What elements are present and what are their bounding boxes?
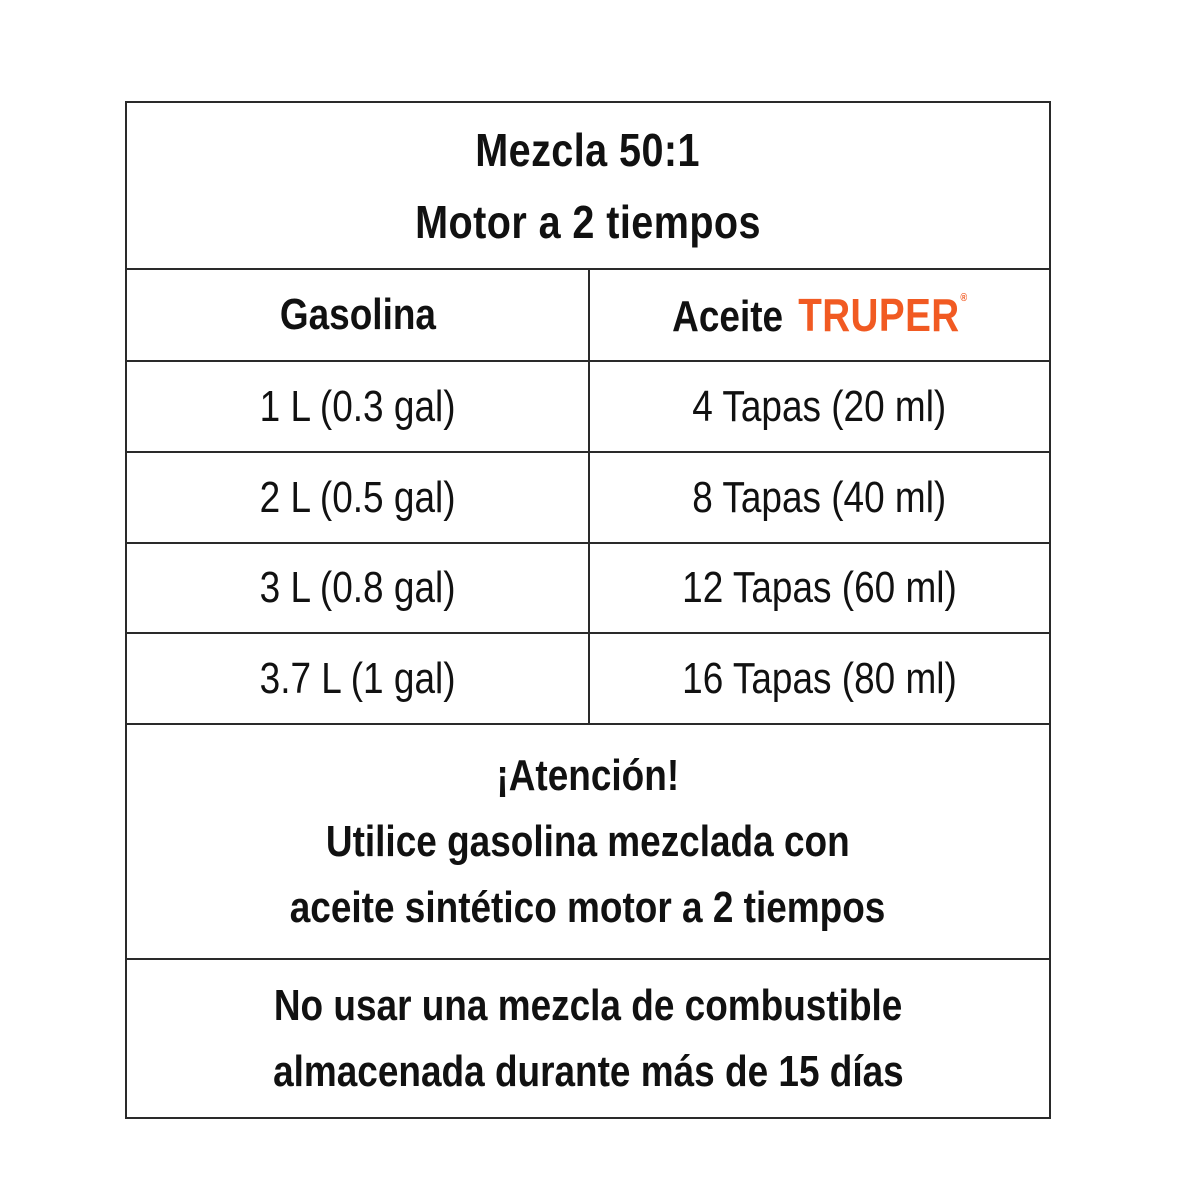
aceite-value: 12 Tapas (60 ml)	[682, 563, 957, 612]
gasolina-cell	[127, 362, 590, 451]
attention-row	[127, 725, 1049, 960]
warning-line-2: almacenada durante más de 15 días	[272, 1046, 904, 1096]
attention-line-1: Utilice gasolina mezclada con	[326, 816, 850, 866]
warning-row	[127, 960, 1049, 1117]
header-aceite-prefix: Aceite	[671, 292, 783, 341]
table-title-row	[127, 103, 1049, 270]
gasolina-value: 3.7 L (1 gal)	[259, 653, 456, 703]
gasolina-value: 3 L (0.8 gal)	[259, 563, 456, 612]
attention-notice	[127, 725, 1049, 958]
gasolina-cell	[127, 634, 590, 723]
header-aceite-label	[672, 288, 968, 342]
gasolina-value: 1 L (0.3 gal)	[259, 381, 456, 431]
aceite-cell	[590, 453, 1049, 542]
table-title	[127, 103, 1049, 268]
registered-mark: ®	[960, 292, 968, 304]
title-line-2: Motor a 2 tiempos	[415, 195, 761, 248]
attention-line-2: aceite sintético motor a 2 tiempos	[290, 882, 886, 932]
header-aceite	[590, 270, 1049, 360]
attention-heading: ¡Atención!	[496, 750, 680, 800]
table-row	[127, 362, 1049, 453]
fuel-mix-table	[125, 101, 1051, 1119]
gasolina-cell	[127, 453, 590, 542]
aceite-value: 16 Tapas (80 ml)	[682, 653, 957, 703]
truper-logo	[798, 288, 967, 342]
storage-warning	[127, 960, 1049, 1117]
aceite-cell	[590, 362, 1049, 451]
aceite-cell	[590, 544, 1049, 632]
aceite-value: 8 Tapas (40 ml)	[692, 472, 947, 522]
header-gasolina	[127, 270, 590, 360]
table-row	[127, 544, 1049, 634]
header-gasolina-label: Gasolina	[279, 290, 436, 339]
gasolina-value: 2 L (0.5 gal)	[259, 472, 456, 522]
table-header-row	[127, 270, 1049, 362]
warning-line-1: No usar una mezcla de combustible	[273, 980, 903, 1030]
aceite-value: 4 Tapas (20 ml)	[692, 381, 947, 431]
gasolina-cell	[127, 544, 590, 632]
table-row	[127, 453, 1049, 544]
truper-logo-text: TRUPER	[797, 289, 960, 341]
title-line-1: Mezcla 50:1	[475, 123, 701, 176]
table-row	[127, 634, 1049, 725]
aceite-cell	[590, 634, 1049, 723]
